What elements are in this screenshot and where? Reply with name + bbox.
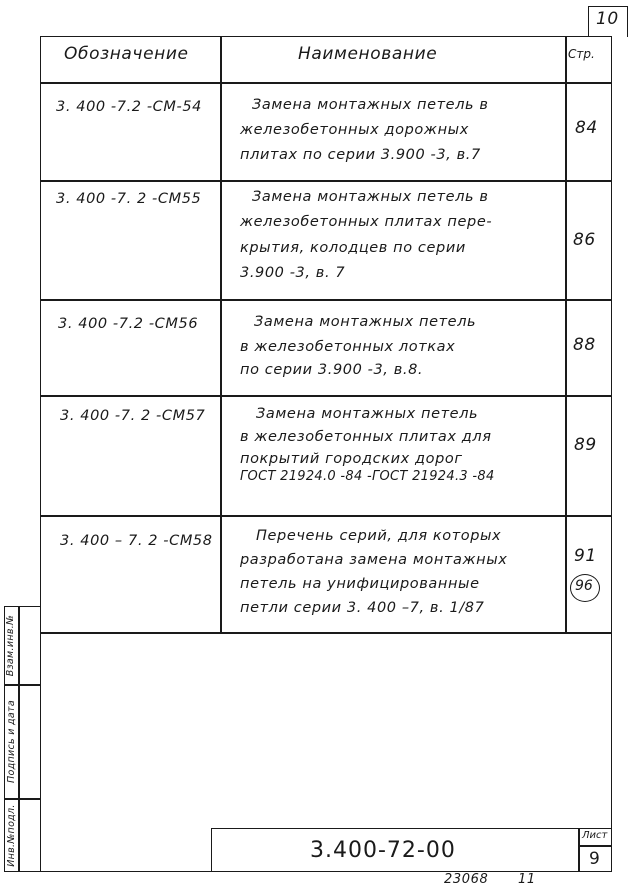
sheet-number: 9 (589, 849, 600, 869)
row-4-name-line-1: Замена монтажных петель (256, 406, 479, 422)
row-2-name-line-2: железобетонных плитах пере- (240, 214, 493, 230)
side-stamp-cell-inv (4, 798, 18, 872)
row-1-name-line-3: плитах по серии 3.900 -3, в.7 (240, 147, 481, 163)
row-rule-3 (40, 395, 612, 397)
row-5-name-line-4: петли серии 3. 400 –7, в. 1/87 (240, 600, 485, 616)
row-rule-2 (40, 299, 612, 301)
row-1-name-line-1: Замена монтажных петель в (252, 97, 489, 113)
row-5-name-line-1: Перечень серий, для которых (256, 528, 502, 544)
row-3-name-line-1: Замена монтажных петель (254, 314, 477, 330)
row-1-designation: 3. 400 -7.2 -СМ-54 (56, 99, 202, 115)
row-2-name-line-4: 3.900 -3, в. 7 (240, 265, 346, 281)
order-number: 23068 (444, 872, 489, 887)
side-stamp-cell-vzam (4, 606, 18, 684)
row-1-name-line-2: железобетонных дорожных (240, 122, 469, 138)
title-block-sheet-rule (578, 845, 612, 847)
row-2-name-line-1: Замена монтажных петель в (252, 189, 489, 205)
row-5-page: 91 (574, 546, 597, 566)
row-rule-4 (40, 515, 612, 517)
row-4-page: 89 (574, 435, 597, 455)
row-5-designation: 3. 400 – 7. 2 -СМ58 (60, 533, 213, 549)
row-2-designation: 3. 400 -7. 2 -СМ55 (56, 191, 202, 207)
side-stamp-inv-orig: Инв.№подл. (5, 803, 17, 867)
row-3-name-line-3: по серии 3.900 -3, в.8. (240, 362, 424, 378)
row-2-name-line-3: крытия, колодцев по серии (240, 240, 466, 256)
row-4-name-line-4: ГОСТ 21924.0 -84 -ГОСТ 21924.3 -84 (240, 469, 495, 484)
side-stamp-divider (18, 606, 20, 872)
row-1-page: 84 (575, 118, 598, 138)
row-2-page: 86 (573, 230, 596, 250)
row-5-page-circled: 96 (575, 578, 593, 594)
table-bottom-rule (40, 632, 612, 634)
row-3-page: 88 (573, 335, 596, 355)
format-mark: 11 (518, 872, 536, 887)
col-divider-2 (565, 36, 567, 633)
row-rule-1 (40, 180, 612, 182)
side-stamp-vzam-inv: Взам.инв.№ (5, 614, 17, 676)
header-page: Стр. (568, 47, 595, 61)
title-block-divider (578, 828, 580, 872)
row-5-name-line-3: петель на унифицированные (240, 576, 480, 592)
header-bottom-rule (40, 82, 612, 84)
side-stamp-cell-sign (4, 684, 18, 798)
col-divider-1 (220, 36, 222, 633)
row-3-name-line-2: в железобетонных лотках (240, 339, 456, 355)
corner-page-number: 10 (596, 9, 619, 29)
document-code: 3.400-72-00 (310, 838, 456, 863)
header-designation: Обозначение (64, 44, 189, 64)
row-4-name-line-3: покрытий городских дорог (240, 451, 463, 467)
sheet-label: Лист (582, 830, 608, 841)
side-stamp-sign-date: Подпись и дата (5, 699, 17, 783)
row-3-designation: 3. 400 -7.2 -СМ56 (58, 316, 199, 332)
row-4-designation: 3. 400 -7. 2 -СМ57 (60, 408, 206, 424)
header-name: Наименование (298, 44, 438, 64)
row-4-name-line-2: в железобетонных плитах для (240, 429, 492, 445)
row-5-name-line-2: разработана замена монтажных (240, 552, 508, 568)
